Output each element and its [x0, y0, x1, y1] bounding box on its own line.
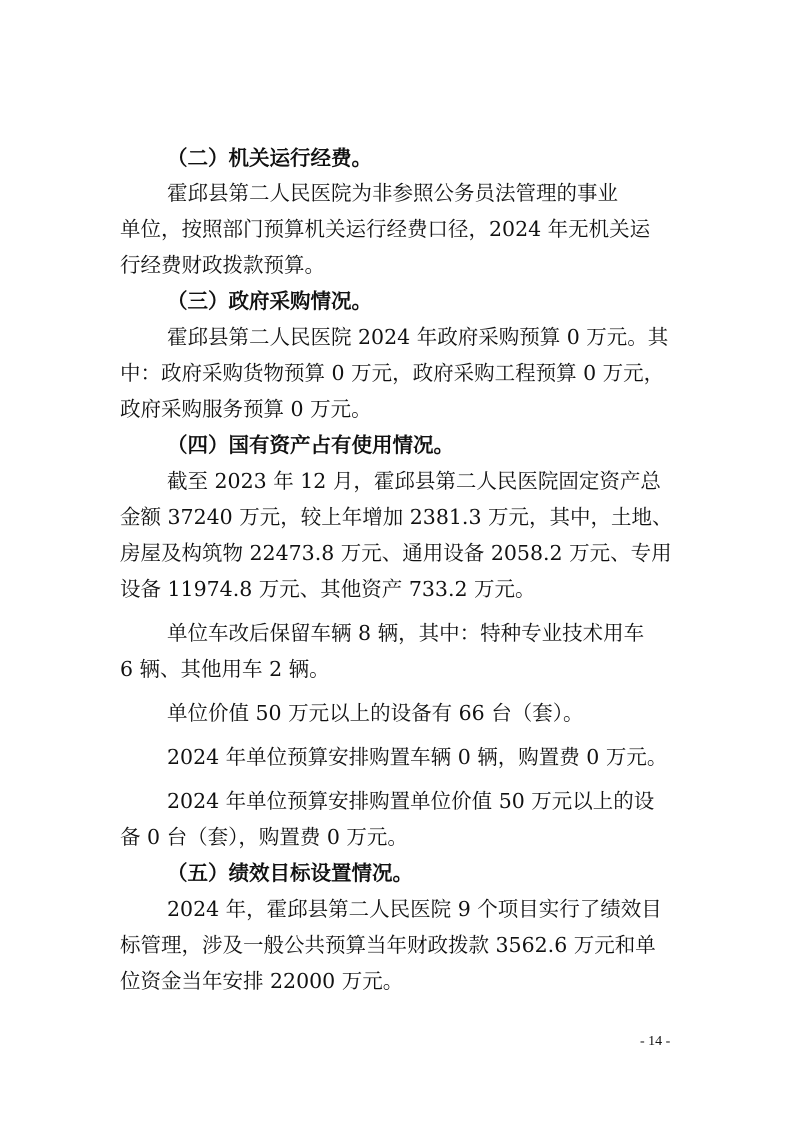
text-line: 行经费财政拨款预算。 — [120, 253, 325, 277]
text-line: 2024 年单位预算安排购置单位价值 50 万元以上的设 — [167, 789, 655, 813]
text-line: 单位，按照部门预算机关运行经费口径，2024 年无机关运 — [120, 217, 651, 241]
text-line: 备 0 台（套），购置费 0 万元。 — [120, 825, 408, 849]
section-heading: （二）机关运行经费。 — [167, 146, 372, 170]
text-line: 位资金当年安排 22000 万元。 — [120, 969, 404, 993]
text-line: 设备 11974.8 万元、其他资产 733.2 万元。 — [120, 577, 536, 601]
section-heading: （五）绩效目标设置情况。 — [167, 861, 413, 885]
text-line: 2024 年，霍邱县第二人民医院 9 个项目实行了绩效目 — [167, 897, 662, 921]
text-line: 中：政府采购货物预算 0 万元，政府采购工程预算 0 万元， — [120, 361, 665, 385]
text-line: 2024 年单位预算安排购置车辆 0 辆，购置费 0 万元。 — [167, 745, 668, 769]
text-line: 单位车改后保留车辆 8 辆，其中：特种专业技术用车 — [167, 621, 645, 645]
text-line: 政府采购服务预算 0 万元。 — [120, 397, 372, 421]
page-number: - 14 - — [640, 1034, 671, 1049]
text-line: 6 辆、其他用车 2 辆。 — [120, 657, 330, 681]
text-line: 霍邱县第二人民医院 2024 年政府采购预算 0 万元。其 — [167, 325, 669, 349]
text-line: 截至 2023 年 12 月，霍邱县第二人民医院固定资产总 — [167, 469, 661, 493]
text-line: 标管理，涉及一般公共预算当年财政拨款 3562.6 万元和单 — [120, 933, 656, 957]
text-line: 霍邱县第二人民医院为非参照公务员法管理的事业 — [167, 181, 618, 205]
text-line: 房屋及构筑物 22473.8 万元、通用设备 2058.2 万元、专用 — [120, 541, 672, 565]
section-heading: （四）国有资产占有使用情况。 — [167, 433, 454, 457]
section-heading: （三）政府采购情况。 — [167, 289, 372, 313]
text-line: 金额 37240 万元，较上年增加 2381.3 万元，其中，土地、 — [120, 505, 673, 529]
text-line: 单位价值 50 万元以上的设备有 66 台（套）。 — [167, 701, 584, 725]
